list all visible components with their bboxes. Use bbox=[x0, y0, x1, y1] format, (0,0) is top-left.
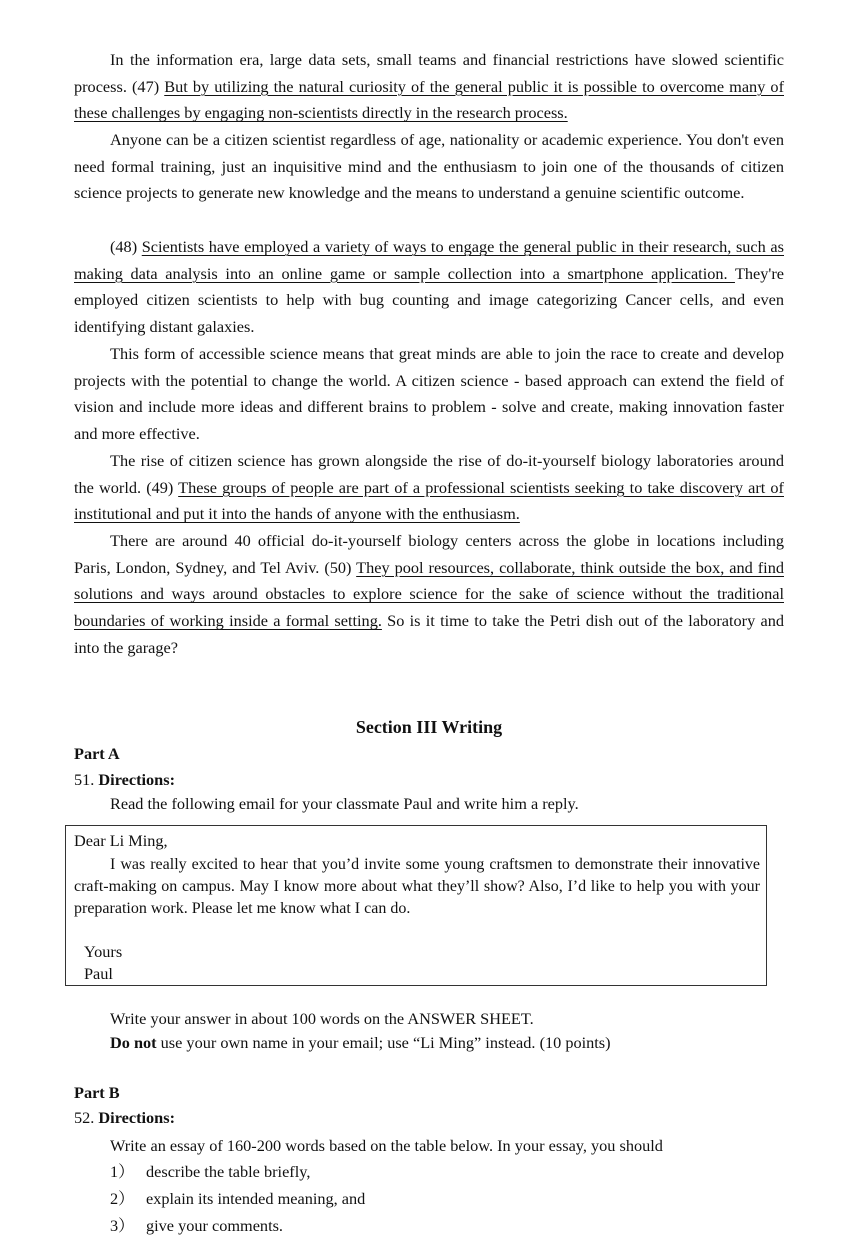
email-closing: Yours bbox=[84, 942, 123, 961]
item-number: 3） bbox=[110, 1216, 135, 1235]
paragraph-4: This form of accessible science means that great minds are able to join the race to create and develop projects with the potential to change the world. A citizen science - based approach can extend the field of vision and include more ideas and different brains to problem - solve and create, making innovation faster and more effective. bbox=[74, 344, 784, 444]
question-number: 51. bbox=[74, 770, 99, 789]
list-item bbox=[110, 1162, 310, 1182]
item-number: 2） bbox=[110, 1189, 135, 1208]
item-text: give your comments. bbox=[146, 1216, 284, 1235]
paragraph-5 bbox=[74, 448, 784, 528]
underlined-sentence-48: Scientists have employed a variety of ways to engage the general public in their research, such as making data analysis into an online game or sample collection into a smartphone application. bbox=[74, 237, 784, 283]
text: There are around 40 official do-it-yourself biology centers across the globe in locations including Paris, London, Sydney, and Tel Aviv. (50) bbox=[74, 531, 784, 577]
part-b-instruction: Write an essay of 160-200 words based on the table below. In your essay, you should bbox=[110, 1136, 663, 1155]
text: They're employed citizen scientists to help with bug counting and image categorizing Cancer cells, and even identifying distant galaxies. bbox=[74, 263, 784, 337]
text: use your own name in your email; use “Li Ming” instead. (10 points) bbox=[156, 1033, 611, 1052]
item-text: describe the table briefly, bbox=[146, 1162, 311, 1181]
list-item bbox=[110, 1189, 365, 1209]
section-title: Section III Writing bbox=[355, 717, 503, 737]
part-a-heading: Part A bbox=[74, 744, 120, 763]
email-body: I was really excited to hear that you’d invite some young craftsmen to demonstrate their innovative craft-making on campus. May I know more about what they’ll show? Also, I’d like to help you with your preparation work. Please let me know what I can do. bbox=[74, 856, 760, 917]
question-number: 52. bbox=[74, 1108, 99, 1127]
paragraph-6 bbox=[74, 528, 784, 662]
item-text: explain its intended meaning, and bbox=[146, 1189, 366, 1208]
paragraph-1 bbox=[74, 47, 784, 127]
part-b-heading: Part B bbox=[74, 1083, 120, 1102]
text: (48) bbox=[110, 237, 142, 256]
item-number: 1） bbox=[110, 1162, 135, 1181]
question-51-directions bbox=[74, 770, 175, 790]
paragraph-3 bbox=[74, 234, 784, 341]
underlined-sentence-50: They pool resources, collaborate, think outside the box, and find solutions and ways around obstacles to explore science for the sake of science without the traditional boundaries of working inside a formal setting. bbox=[74, 557, 784, 631]
list-item bbox=[110, 1216, 283, 1236]
word-count-note: Write your answer in about 100 words on the ANSWER SHEET. bbox=[110, 1009, 534, 1028]
question-52-directions bbox=[74, 1108, 175, 1128]
email-box bbox=[65, 825, 767, 986]
paragraph-2: Anyone can be a citizen scientist regardless of age, nationality or academic experience. You don't even need formal training, just an inquisitive mind and the enthusiasm to join one of the thousands of citizen science projects to generate new knowledge and the means to understand a genuine scientific outcome. bbox=[74, 130, 784, 203]
bold-text: Do not bbox=[110, 1033, 157, 1052]
underlined-sentence-49: These groups of people are part of a professional scientists seeking to take discovery art of institutional and put it into the hands of anyone with the enthusiasm. bbox=[74, 477, 784, 524]
part-a-instruction: Read the following email for your classmate Paul and write him a reply. bbox=[110, 794, 579, 813]
underlined-sentence-47: But by utilizing the natural curiosity of the general public it is possible to overcome many of these challenges by engaging non-scientists directly in the research process. bbox=[74, 76, 784, 123]
directions-label: Directions: bbox=[98, 1108, 175, 1127]
text: The rise of citizen science has grown alongside the rise of do-it-yourself biology laboratories around the world. (49) bbox=[74, 451, 784, 497]
email-greeting: Dear Li Ming, bbox=[74, 831, 168, 850]
text: In the information era, large data sets, small teams and financial restrictions have slowed scientific process. (47) bbox=[74, 50, 784, 96]
email-signature: Paul bbox=[84, 964, 113, 983]
directions-label: Directions: bbox=[98, 770, 175, 789]
name-note bbox=[110, 1033, 611, 1053]
text: So is it time to take the Petri dish out of the laboratory and into the garage? bbox=[74, 611, 784, 657]
